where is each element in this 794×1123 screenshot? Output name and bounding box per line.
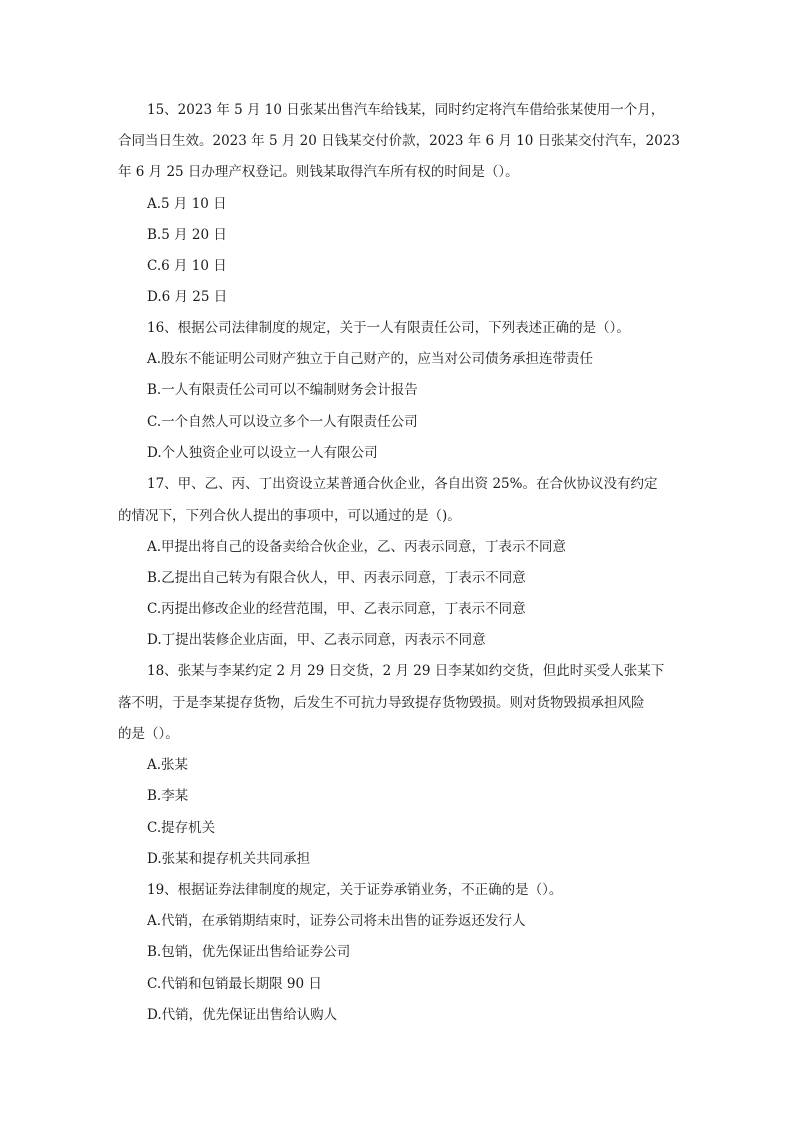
option-b: B.一人有限责任公司可以不编制财务会计报告 [147, 382, 418, 398]
option-a: A.代销，在承销期结束时，证券公司将未出售的证券返还发行人 [147, 913, 526, 929]
option-a: A.股东不能证明公司财产独立于自己财产的，应当对公司债务承担连带责任 [147, 351, 594, 367]
option-c: C.代销和包销最长期限 90 日 [147, 976, 322, 992]
option-c: C.提存机关 [147, 820, 216, 836]
option-a: A.张某 [147, 757, 189, 773]
option-a: A.甲提出将自己的设备卖给合伙企业，乙、丙表示同意，丁表示不同意 [147, 539, 567, 555]
question-text: 15、2023 年 5 月 10 日张某出售汽车给钱某，同时约定将汽车借给张某使用一个月， [147, 102, 665, 118]
question-text: 的是（）。 [118, 726, 179, 742]
question-text: 落不明，于是李某提存货物，后发生不可抗力导致提存货物毁损。则对货物毁损承担风险 [118, 695, 645, 711]
question-text: 18、张某与李某约定 2 月 29 日交货，2 月 29 日李某如约交货，但此时买受人张某下 [147, 663, 665, 679]
question-text: 16、根据公司法律制度的规定，关于一人有限责任公司，下列表述正确的是（）。 [147, 320, 630, 336]
option-c: C.一个自然人可以设立多个一人有限责任公司 [147, 414, 418, 430]
question-text: 的情况下，下列合伙人提出的事项中，可以通过的是（)。 [118, 508, 461, 524]
option-d: D.6 月 25 日 [147, 289, 228, 305]
option-b: B.乙提出自己转为有限合伙人，甲、丙表示同意，丁表示不同意 [147, 570, 526, 586]
option-c: C.6 月 10 日 [147, 258, 227, 274]
option-d: D.张某和提存机关共同承担 [147, 851, 311, 867]
option-b: B.5 月 20 日 [147, 227, 227, 243]
option-b: B.包销，优先保证出售给证券公司 [147, 944, 351, 960]
option-d: D.丁提出装修企业店面，甲、乙表示同意，丙表示不同意 [147, 632, 486, 648]
question-text: 合同当日生效。2023 年 5 月 20 日钱某交付价款，2023 年 6 月 10 日张某交付汽车，2023 [118, 133, 681, 149]
option-c: C.丙提出修改企业的经营范围，甲、乙表示同意，丁表示不同意 [147, 601, 526, 617]
question-text: 19、根据证券法律制度的规定，关于证券承销业务，不正确的是（）。 [147, 882, 563, 898]
option-a: A.5 月 10 日 [147, 196, 227, 212]
question-text: 17、甲、乙、丙、丁出资设立某普通合伙企业，各自出资 25%。在合伙协议没有约定 [147, 476, 658, 492]
question-text: 年 6 月 25 日办理产权登记。则钱某取得汽车所有权的时间是（）。 [118, 164, 519, 180]
option-d: D.代销，优先保证出售给认购人 [147, 1007, 338, 1023]
option-b: B.李某 [147, 788, 189, 804]
option-d: D.个人独资企业可以设立一人有限公司 [147, 445, 378, 461]
